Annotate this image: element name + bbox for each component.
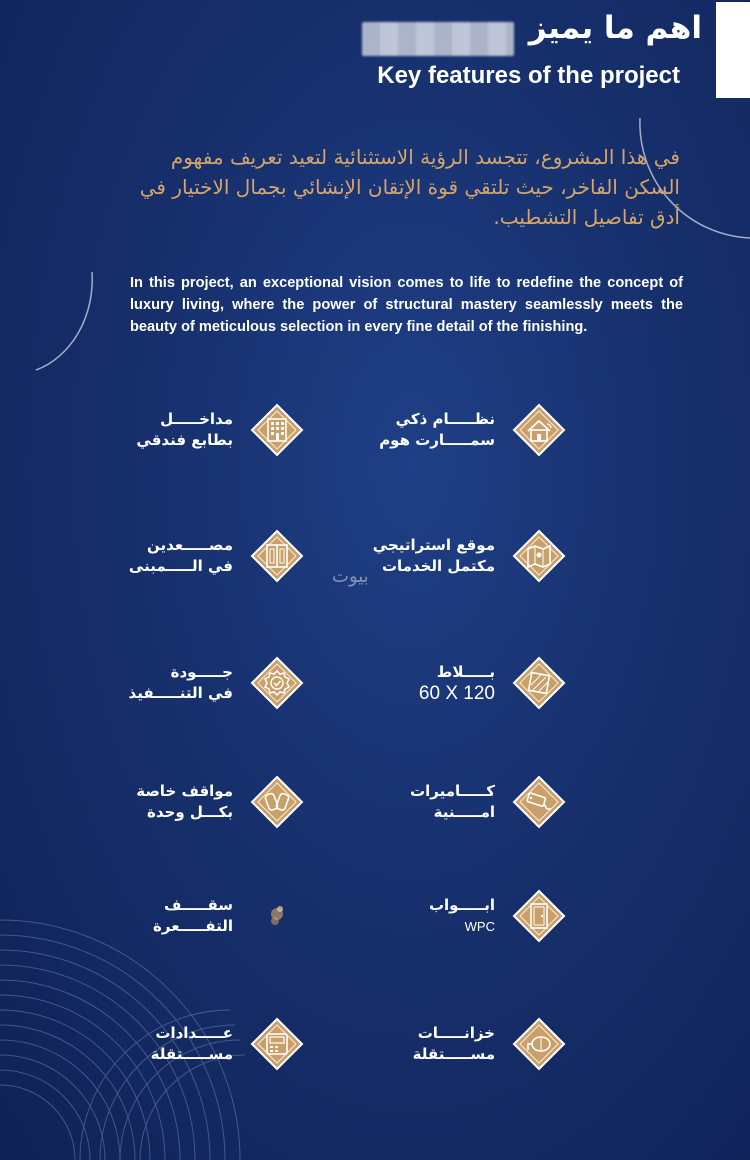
feature-line1: مصـــــعدين bbox=[147, 536, 233, 554]
feature-label bbox=[350, 781, 495, 823]
feature-line2: التفـــــعرة bbox=[153, 917, 233, 935]
feature-line1: جـــــودة bbox=[170, 663, 233, 681]
feature-line2: مســـــتقلة bbox=[150, 1045, 233, 1063]
watermark: بيوت bbox=[332, 566, 369, 587]
feature-label bbox=[350, 662, 495, 704]
meter-icon bbox=[249, 1016, 305, 1072]
feature-line1: ابـــــواب bbox=[428, 896, 495, 914]
feature-line2: سمـــــارت هوم bbox=[379, 431, 495, 449]
feature-line1: بـــــلاط bbox=[436, 663, 495, 681]
feature-line2: بكـــل وحدة bbox=[146, 803, 233, 821]
smart-home-icon bbox=[511, 402, 567, 458]
feature-label bbox=[350, 535, 495, 577]
feature-label bbox=[88, 409, 233, 451]
feature-line2: في الـــــمبنى bbox=[128, 557, 233, 575]
feature-label bbox=[88, 662, 233, 704]
blurred-logo bbox=[362, 22, 514, 56]
feature-item bbox=[350, 888, 567, 944]
feature-label bbox=[88, 895, 233, 937]
feature-line1: موقع استراتيجي bbox=[372, 536, 495, 554]
feature-line1: خزانـــــات bbox=[417, 1024, 495, 1042]
feature-item bbox=[350, 774, 567, 830]
feature-label bbox=[88, 535, 233, 577]
feature-line1: كـــــاميرات bbox=[410, 782, 495, 800]
water-tank-icon bbox=[511, 1016, 567, 1072]
feature-line2: مســـــتقلة bbox=[412, 1045, 495, 1063]
door-icon bbox=[511, 888, 567, 944]
white-edge-panel bbox=[716, 2, 750, 98]
hotel-building-icon bbox=[249, 402, 305, 458]
feature-line1: سقـــــف bbox=[163, 896, 233, 914]
intro-english: In this project, an exceptional vision comes to life to redefine the concept of luxury living, where the power of structural mastery seamlessly meets the beauty of meticulous selection in every fine detail of the finishing. bbox=[130, 275, 683, 335]
feature-item bbox=[350, 1016, 567, 1072]
feature-line2: 60 X 120 bbox=[418, 683, 495, 704]
elevator-icon bbox=[249, 528, 305, 584]
ceiling-icon bbox=[249, 888, 305, 944]
feature-line2: امـــــنية bbox=[433, 803, 495, 821]
quality-badge-icon bbox=[249, 655, 305, 711]
feature-item bbox=[88, 888, 305, 944]
feature-line2: بطابع فندقي bbox=[136, 431, 233, 449]
feature-label bbox=[350, 409, 495, 451]
feature-item bbox=[88, 402, 305, 458]
feature-item bbox=[350, 402, 567, 458]
tiles-icon bbox=[511, 655, 567, 711]
feature-item bbox=[88, 528, 305, 584]
feature-item bbox=[88, 655, 305, 711]
feature-line1: نظـــــام ذكي bbox=[395, 410, 495, 428]
feature-line1: عـــــدادات bbox=[155, 1024, 233, 1042]
map-location-icon bbox=[511, 528, 567, 584]
feature-label bbox=[88, 1023, 233, 1065]
security-camera-icon bbox=[511, 774, 567, 830]
feature-item bbox=[350, 655, 567, 711]
feature-line1: مداخـــــل bbox=[160, 410, 233, 428]
feature-line2: WPC bbox=[464, 919, 495, 934]
feature-label bbox=[88, 781, 233, 823]
feature-item bbox=[88, 774, 305, 830]
feature-label bbox=[350, 1023, 495, 1065]
feature-line1: مواقف خاصة bbox=[136, 782, 233, 800]
title-english: Key features of the project bbox=[377, 62, 680, 89]
feature-item bbox=[88, 1016, 305, 1072]
parking-cars-icon bbox=[249, 774, 305, 830]
feature-line2: في التنـــــفيذ bbox=[128, 684, 233, 702]
title-arabic: اهم ما يميز bbox=[528, 10, 702, 46]
feature-line2: مكتمل الخدمات bbox=[381, 557, 495, 575]
feature-item bbox=[350, 528, 567, 584]
feature-label bbox=[350, 895, 495, 937]
intro-arabic: في هذا المشروع، تتجسد الرؤية الاستثنائية لتعيد تعريف مفهوم السكن الفاخر، حيث تلتقي قوة الإتقان الإنشائي بجمال الاختيار في أدق تفاصيل التشطيب. bbox=[139, 145, 680, 229]
